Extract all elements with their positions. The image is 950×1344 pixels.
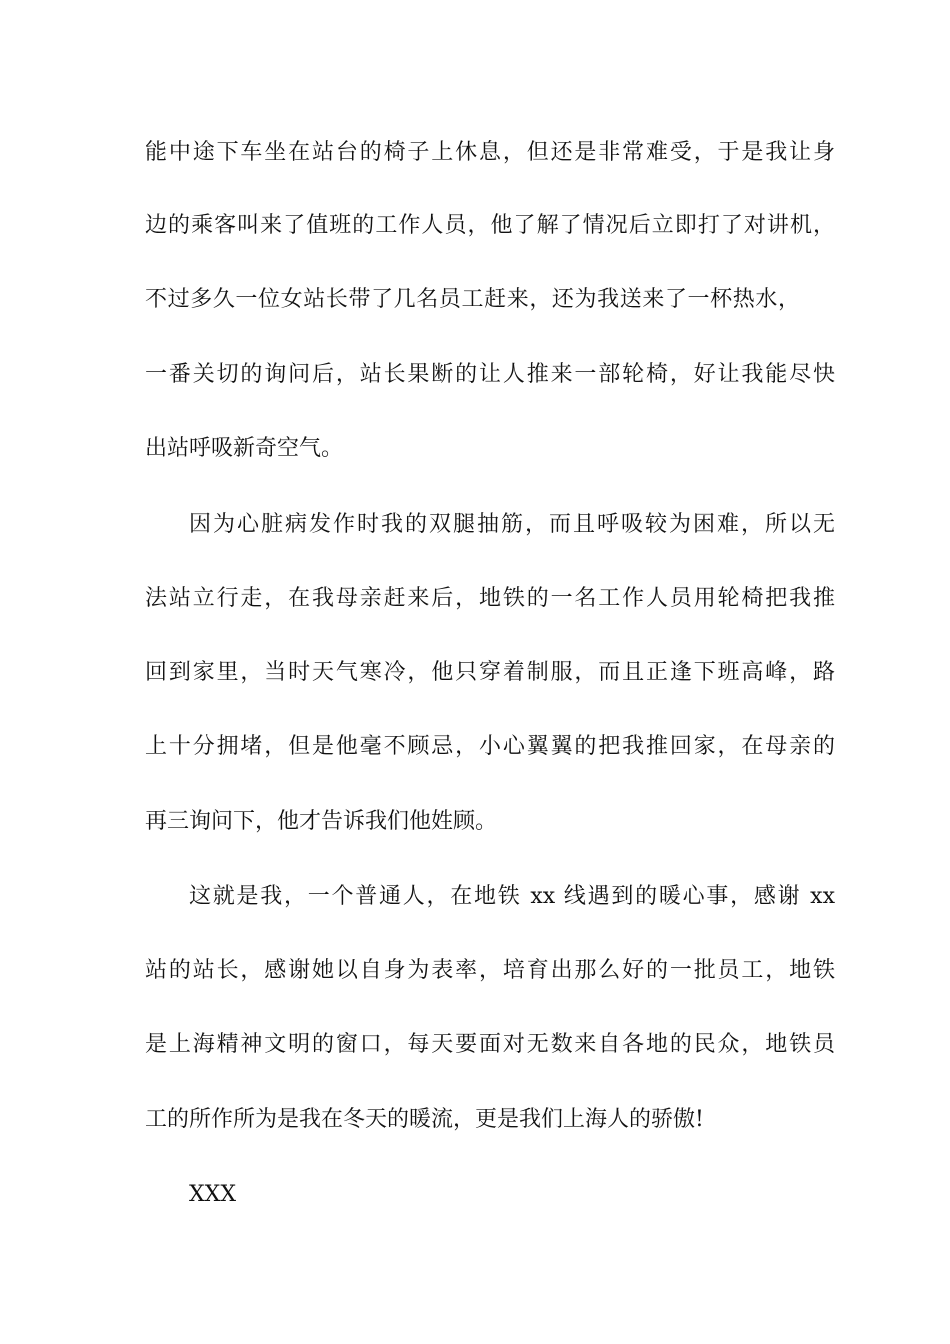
paragraph-line: 站的站长，感谢她以自身为表率，培育出那么好的一批员工，地铁 [145,958,835,983]
paragraph-line: 上十分拥堵，但是他毫不顾忌，小心翼翼的把我推回家，在母亲的 [145,734,835,759]
paragraph-line: 这就是我，一个普通人，在地铁 xx 线遇到的暖心事，感谢 xx [189,884,835,909]
paragraph-line: 能中途下车坐在站台的椅子上休息，但还是非常难受，于是我让身 [145,140,835,165]
paragraph-line: 工的所作所为是我在冬天的暖流，更是我们上海人的骄傲! [145,1107,704,1132]
paragraph-line: 边的乘客叫来了值班的工作人员，他了解了情况后立即打了对讲机， [145,213,835,238]
paragraph-line: 不过多久一位女站长带了几名员工赶来，还为我送来了一杯热水， [145,287,800,312]
paragraph-line: 法站立行走，在我母亲赶来后，地铁的一名工作人员用轮椅把我推 [145,586,835,611]
paragraph-line: 一番关切的询问后，站长果断的让人推来一部轮椅，好让我能尽快 [145,362,835,387]
paragraph-line: 因为心脏病发作时我的双腿抽筋，而且呼吸较为困难，所以无 [189,512,835,537]
paragraph-line: 再三询问下，他才告诉我们他姓顾。 [145,809,498,834]
signature: XXX [189,1182,236,1207]
paragraph-line: 是上海精神文明的窗口，每天要面对无数来自各地的民众，地铁员 [145,1032,835,1057]
paragraph-line: 出站呼吸新奇空气。 [145,436,344,461]
paragraph-line: 回到家里，当时天气寒冷，他只穿着制服，而且正逢下班高峰，路 [145,660,835,685]
